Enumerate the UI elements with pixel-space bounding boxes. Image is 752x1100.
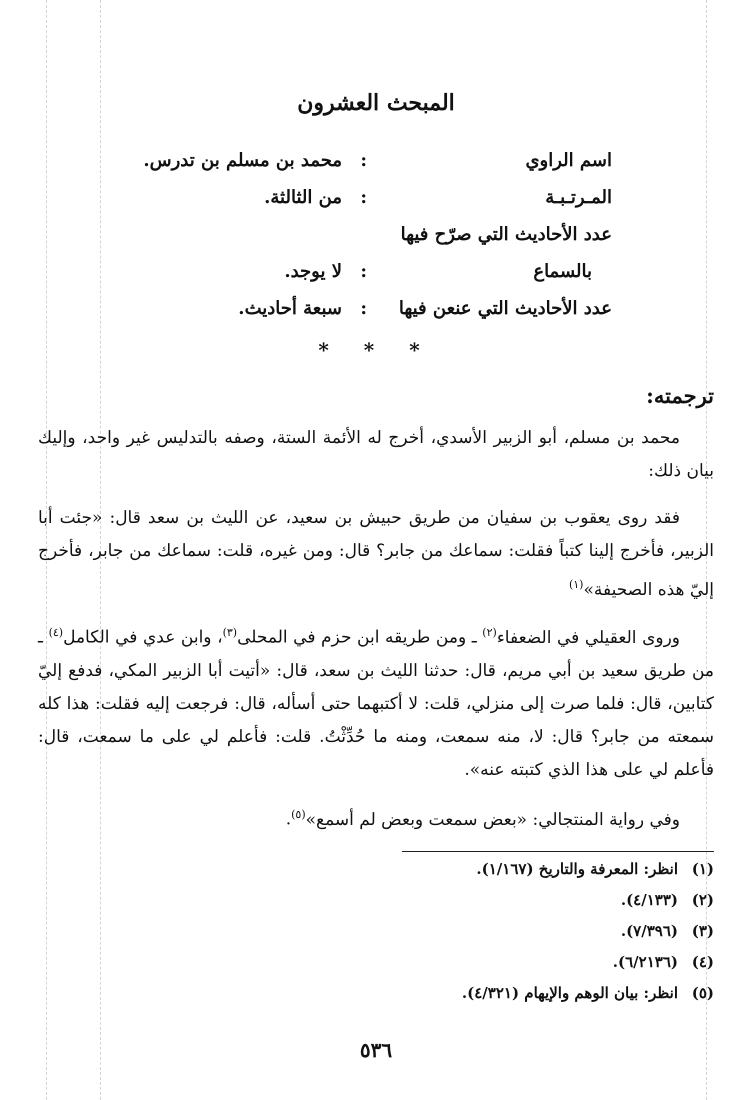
footnote-number: (٢): [691, 891, 714, 909]
info-label: المـرتـبـة: [545, 187, 612, 208]
footnote-ref[interactable]: (٤): [48, 626, 64, 639]
info-value: محمد بن مسلم بن تدرس.: [143, 150, 342, 171]
footnote-ref[interactable]: (١): [568, 578, 584, 591]
info-value: من الثالثة.: [264, 187, 342, 208]
footnote-divider: [402, 851, 714, 852]
footnote-text: انظر: بيان الوهم والإيهام (٤/٣٢١).: [461, 984, 678, 1002]
footnote-number: (١): [691, 860, 714, 878]
footnote-text: انظر: المعرفة والتاريخ (١/١٦٧).: [476, 860, 678, 878]
info-row-narrator: [0, 150, 752, 184]
biography-intro: [38, 422, 714, 488]
paragraph-text: ـ من طريق سعيد بن أبي مريم، قال: حدثنا الليث بن سعد، قال: «أتيت أبا الزبير المكي، فدفع إليّ كتابين، قال: فلما صرت إلى منزلي، قلت: لا أكتبهما حتى أسأله، قال: فرجعت إليه فقلت: هذا كله سمعته من جابر؟ قال: لا، منه سمعت، ومنه ما حُدِّثْتُ. قلت: فأعلم لي على ما سمعت، قال: فأعلم لي على هذا الذي كتبته عنه».: [38, 627, 714, 780]
paragraph-yaqub: [38, 502, 714, 607]
paragraph-muntajali: [38, 798, 714, 837]
footnote-number: (٤): [691, 953, 714, 971]
footnote-ref[interactable]: (٢): [482, 626, 497, 639]
page-number: ٥٣٦: [359, 1038, 393, 1062]
info-colon: :: [360, 150, 367, 171]
info-label: اسم الراوي: [525, 150, 612, 171]
paragraph-uqayli: [38, 616, 714, 787]
info-value: لا يوجد.: [284, 261, 342, 282]
footnote-ref[interactable]: (٥): [291, 808, 306, 821]
chapter-title: المبحث العشرون: [297, 90, 455, 116]
footnote-text: (٧/٣٩٦).: [620, 922, 678, 940]
info-row-rank: [0, 187, 752, 221]
paragraph-text: وفي رواية المنتجالي: «بعض سمعت وبعض لم أسمع»: [305, 809, 680, 830]
paragraph-text: ، وابن عدي في الكامل: [63, 627, 223, 648]
footnote-item: [38, 984, 714, 1015]
section-separator: * * *: [318, 338, 434, 362]
footnote-number: (٥): [691, 984, 714, 1002]
intro-text: محمد بن مسلم، أبو الزبير الأسدي، أخرج له الأئمة الستة، وصفه بالتدليس غير واحد، وإليك بيان ذلك:: [38, 428, 714, 481]
footnote-text: (٤/١٣٣).: [620, 891, 678, 909]
info-row-explicit-count-label: [0, 224, 752, 258]
footnotes-list: [38, 860, 714, 1015]
paragraph-text: فقد روى يعقوب بن سفيان من طريق حبيش بن سعيد، عن الليث بن سعد قال: «جئت أبا الزبير، فأخرج إلينا كتباً فقلت: سماعك من جابر؟ قال: ومن غيره، قلت: سماعك من جابر، فأخرج إليّ هذه الصحيفة»: [38, 508, 715, 600]
biography-heading: ترجمته:: [646, 383, 714, 408]
footnote-text: (٦/٢١٣٦).: [612, 953, 678, 971]
paragraph-text: وروى العقيلي في الضعفاء: [496, 627, 681, 648]
info-row-anana-count: [0, 298, 752, 332]
info-row-hearing: [0, 261, 752, 295]
footnote-number: (٣): [691, 922, 714, 940]
info-colon: :: [360, 187, 367, 208]
footnote-ref[interactable]: (٣): [222, 626, 238, 639]
footnote-item: [38, 922, 714, 953]
info-label: بالسماع: [533, 261, 592, 282]
paragraph-text: .: [285, 809, 292, 830]
info-label: عدد الأحاديث التي صرّح فيها: [400, 224, 612, 245]
info-colon: :: [360, 261, 367, 282]
footnote-item: [38, 860, 714, 891]
footnote-item: [38, 891, 714, 922]
info-label: عدد الأحاديث التي عنعن فيها: [398, 298, 612, 319]
paragraph-text: ـ ومن طريقه ابن حزم في المحلى: [237, 627, 483, 648]
info-colon: :: [360, 298, 367, 319]
info-value: سبعة أحاديث.: [238, 298, 342, 319]
footnote-item: [38, 953, 714, 984]
